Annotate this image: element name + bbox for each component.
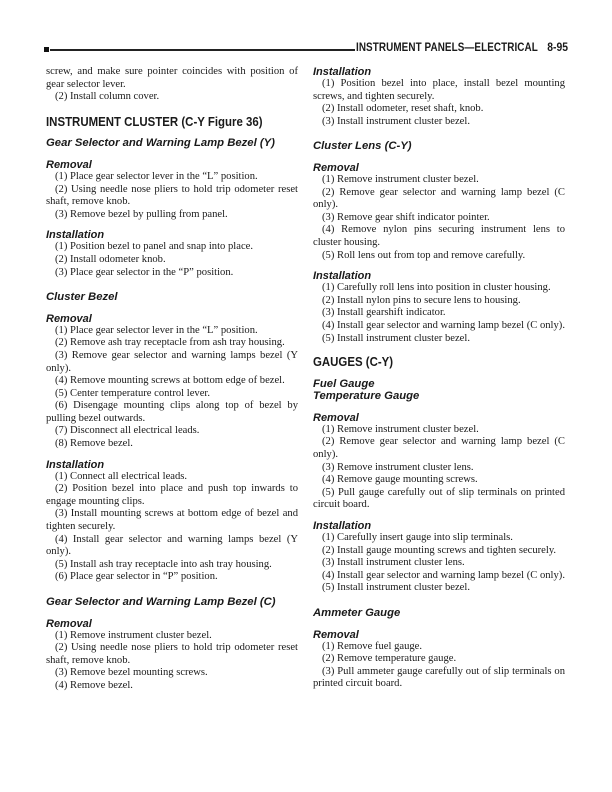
section-heading: INSTRUMENT CLUSTER (C-Y Figure 36) — [46, 113, 263, 129]
step: (3) Install instrument cluster bezel. — [322, 115, 470, 127]
step-list — [313, 532, 565, 595]
right-column — [313, 66, 565, 691]
step-list — [46, 630, 298, 693]
step: (4) Remove mounting screws at bottom edge of bezel. — [55, 375, 285, 387]
step: (2) Remove temperature gauge. — [322, 653, 457, 665]
step: (4) Install gear selector and warning lamps bezel (Y only). — [46, 533, 298, 558]
step: (4) Install gear selector and warning lamp bezel (C only). — [322, 569, 565, 581]
step: (3) Install mounting screws at bottom edge of bezel and tighten securely. — [46, 508, 298, 533]
procedure-heading: Removal — [46, 617, 92, 630]
step: (2) Using needle nose pliers to hold trip odometer reset shaft, remove knob. — [46, 642, 298, 666]
step: (2) Remove ash tray receptacle from ash tray housing. — [55, 337, 285, 349]
procedure-heading: Installation — [313, 66, 372, 78]
step-list — [46, 241, 298, 279]
step: (1) Remove instrument cluster bezel. — [322, 423, 479, 435]
step: (3) Remove instrument cluster lens. — [322, 461, 474, 473]
step: (3) Install gearshift indicator. — [322, 307, 446, 319]
step: (3) Remove gear selector and warning lamps bezel (Y only). — [46, 349, 298, 374]
step: (6) Disengage mounting clips along top of bezel by pulling bezel outwards. — [46, 400, 298, 424]
step: (1) Carefully roll lens into position in cluster housing. — [322, 282, 551, 294]
subsection-heading: Ammeter Gauge — [313, 607, 401, 619]
header-bullet — [44, 47, 49, 52]
left-column — [46, 66, 298, 693]
step: (1) Place gear selector lever in the “L” position. — [55, 324, 258, 336]
subsection-heading: Temperature Gauge — [313, 390, 420, 403]
step: (1) Position bezel to panel and snap into place. — [55, 241, 253, 253]
step: (1) Carefully insert gauge into slip terminals. — [322, 532, 513, 544]
step: (6) Place gear selector in “P” position. — [55, 571, 218, 583]
subsection-heading: Cluster Lens (C-Y) — [313, 140, 412, 153]
step: (5) Pull gauge carefully out of slip terminals on printed circuit board. — [313, 486, 565, 511]
step-list — [313, 424, 565, 512]
step: (1) Remove instrument cluster bezel. — [55, 629, 212, 641]
step: (2) Remove gear selector and warning lamp bezel (C only). — [313, 436, 565, 461]
step: (4) Remove nylon pins securing instrument lens to cluster housing. — [313, 224, 565, 248]
step: (2) Remove gear selector and warning lamp bezel (C only). — [313, 186, 565, 211]
step: (1) Connect all electrical leads. — [55, 470, 188, 482]
step-list — [313, 174, 565, 262]
subsection-heading: Gear Selector and Warning Lamp Bezel (Y) — [46, 137, 275, 150]
step: (4) Remove gauge mounting screws. — [322, 474, 478, 486]
subsection-heading: Cluster Bezel — [46, 291, 118, 304]
step: (3) Install instrument cluster lens. — [322, 557, 465, 569]
step: (5) Install ash tray receptacle into ash tray housing. — [55, 558, 272, 570]
procedure-heading: Installation — [46, 229, 105, 242]
procedure-heading: Removal — [313, 161, 359, 174]
page-number: 8-95 — [547, 42, 568, 54]
procedure-heading: Installation — [313, 270, 372, 283]
step: (2) Install nylon pins to secure lens to housing. — [322, 294, 521, 306]
step: (2) Install column cover. — [55, 91, 160, 103]
section-heading: GAUGES (C-Y) — [313, 354, 394, 370]
step: (3) Place gear selector in the “P” position. — [55, 266, 234, 278]
step: (5) Roll lens out from top and remove carefully. — [322, 249, 526, 261]
step: (4) Install gear selector and warning lamp bezel (C only). — [322, 319, 565, 331]
subsection-heading: Fuel Gauge — [313, 377, 375, 390]
step: (2) Position bezel into place and push top inwards to engage mounting clips. — [46, 483, 298, 507]
procedure-heading: Installation — [313, 520, 372, 533]
running-header — [44, 42, 568, 58]
step: (5) Install instrument cluster bezel. — [322, 582, 470, 594]
step: (5) Center temperature control lever. — [55, 387, 211, 399]
procedure-heading: Removal — [46, 312, 92, 325]
step: (5) Install instrument cluster bezel. — [322, 332, 470, 344]
step: (7) Disconnect all electrical leads. — [55, 425, 200, 437]
continued-paragraph: screw, and make sure pointer coincides with position of gear selector lever. — [46, 66, 298, 90]
step: (3) Pull ammeter gauge carefully out of slip terminals on printed circuit board. — [313, 665, 565, 690]
step-list — [46, 171, 298, 221]
step-list — [313, 641, 565, 691]
procedure-heading: Removal — [313, 411, 359, 424]
header-rule — [50, 49, 355, 51]
step: (3) Remove bezel mounting screws. — [55, 667, 208, 679]
procedure-heading: Removal — [46, 158, 92, 171]
step: (4) Remove bezel. — [55, 679, 133, 691]
step-list — [313, 78, 565, 128]
step: (1) Remove fuel gauge. — [322, 640, 423, 652]
step: (2) Install odometer knob. — [55, 253, 166, 265]
step: (2) Using needle nose pliers to hold trip odometer reset shaft, remove knob. — [46, 183, 298, 208]
step: (2) Install gauge mounting screws and tighten securely. — [322, 544, 557, 556]
procedure-heading: Removal — [313, 628, 359, 641]
step: (8) Remove bezel. — [55, 438, 133, 450]
step: (1) Place gear selector lever in the “L” position. — [55, 170, 258, 182]
step-list — [46, 471, 298, 584]
step-list — [313, 282, 565, 345]
step: (3) Remove gear shift indicator pointer. — [322, 211, 490, 223]
step-list — [46, 325, 298, 451]
step: (2) Install odometer, reset shaft, knob. — [322, 103, 484, 115]
subsection-heading: Gear Selector and Warning Lamp Bezel (C) — [46, 596, 276, 608]
step: (1) Remove instrument cluster bezel. — [322, 173, 479, 185]
header-title: INSTRUMENT PANELS—ELECTRICAL — [356, 42, 538, 54]
step: (3) Remove bezel by pulling from panel. — [55, 208, 228, 220]
procedure-heading: Installation — [46, 458, 105, 471]
step: (1) Position bezel into place, install bezel mounting screws, and tighten securely. — [313, 78, 565, 102]
